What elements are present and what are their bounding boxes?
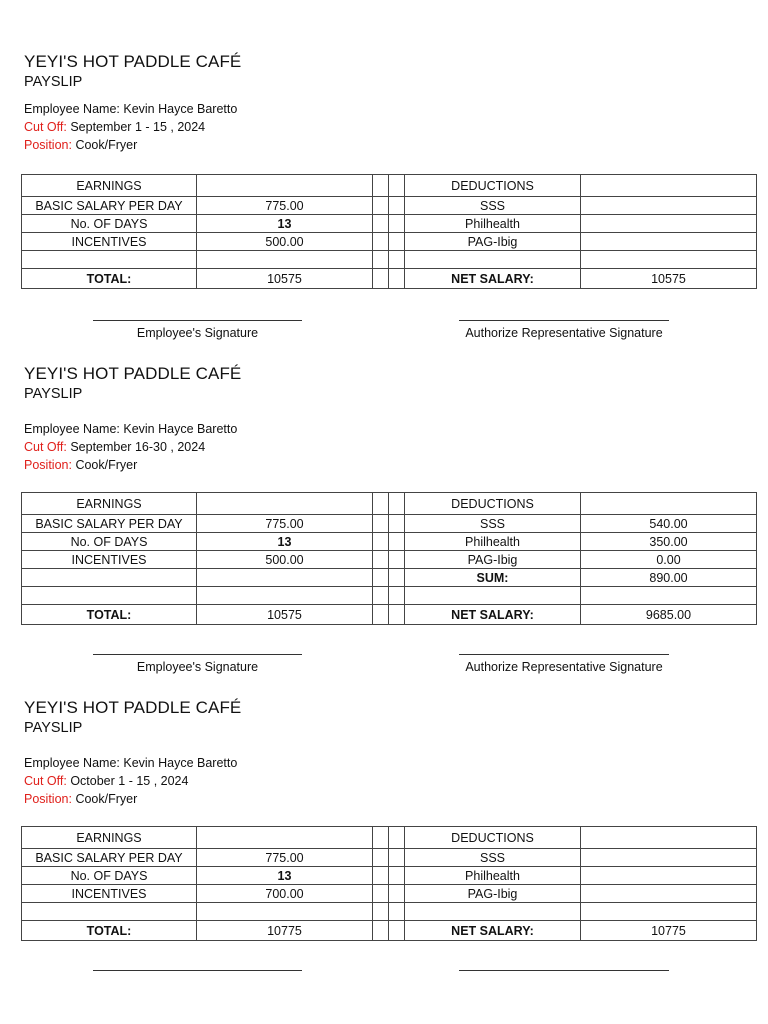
payslip-table [21, 174, 757, 289]
employee-name-line [24, 422, 237, 436]
deduction-label: PAG-Ibig [405, 233, 581, 251]
deduction-label [405, 903, 581, 921]
employee-name-value: Kevin Hayce Baretto [123, 422, 238, 436]
total-value: 10775 [197, 921, 373, 941]
employee-signature-line [93, 320, 302, 321]
deduction-value [581, 251, 757, 269]
employee-name-label: Employee Name: [24, 756, 120, 770]
deduction-label: Philhealth [405, 533, 581, 551]
deduction-label: SSS [405, 197, 581, 215]
earning-label [22, 587, 197, 605]
table-row [22, 197, 757, 215]
employee-name-line [24, 102, 237, 116]
company-name: YEYI'S HOT PADDLE CAFÉ [24, 52, 242, 71]
deduction-sum-value: 890.00 [581, 569, 757, 587]
deduction-label: SSS [405, 849, 581, 867]
representative-signature-label: Authorize Representative Signature [465, 326, 663, 340]
position-value: Cook/Fryer [75, 458, 138, 472]
earnings-header: EARNINGS [22, 493, 197, 515]
cutoff-label: Cut Off: [24, 774, 67, 788]
earning-value [197, 251, 373, 269]
table-row [22, 551, 757, 569]
cutoff-value: September 16-30 , 2024 [70, 440, 206, 454]
total-label: TOTAL: [22, 921, 197, 941]
company-name: YEYI'S HOT PADDLE CAFÉ [24, 698, 242, 717]
net-salary-value: 9685.00 [581, 605, 757, 625]
position-line [24, 458, 137, 472]
deduction-label: Philhealth [405, 867, 581, 885]
net-salary-label: NET SALARY: [405, 921, 581, 941]
earning-label: INCENTIVES [22, 885, 197, 903]
earning-label [22, 251, 197, 269]
position-label: Position: [24, 138, 72, 152]
earnings-header: EARNINGS [22, 827, 197, 849]
position-value: Cook/Fryer [75, 138, 138, 152]
table-total-row [22, 921, 757, 941]
earning-value [197, 587, 373, 605]
deduction-value [581, 885, 757, 903]
earning-value: 500.00 [197, 233, 373, 251]
deduction-value: 350.00 [581, 533, 757, 551]
deduction-value: 0.00 [581, 551, 757, 569]
position-value: Cook/Fryer [75, 792, 138, 806]
position-label: Position: [24, 458, 72, 472]
earning-value: 775.00 [197, 849, 373, 867]
earning-label: No. OF DAYS [22, 215, 197, 233]
total-value: 10575 [197, 605, 373, 625]
table-header-row [22, 827, 757, 849]
deduction-value [581, 587, 757, 605]
cutoff-line [24, 120, 205, 134]
position-line [24, 138, 137, 152]
table-total-row [22, 605, 757, 625]
earning-value [197, 903, 373, 921]
earning-value: 13 [197, 215, 373, 233]
deduction-sum-label: SUM: [405, 569, 581, 587]
table-row [22, 867, 757, 885]
earning-value: 775.00 [197, 197, 373, 215]
employee-signature-line [93, 654, 302, 655]
total-value: 10575 [197, 269, 373, 289]
net-salary-value: 10775 [581, 921, 757, 941]
table-header-row [22, 493, 757, 515]
table-header-row [22, 175, 757, 197]
table-row [22, 515, 757, 533]
earning-label: INCENTIVES [22, 551, 197, 569]
deduction-label: PAG-Ibig [405, 885, 581, 903]
table-row [22, 251, 757, 269]
cutoff-line [24, 440, 205, 454]
cutoff-value: October 1 - 15 , 2024 [70, 774, 189, 788]
table-row [22, 215, 757, 233]
earning-value [197, 569, 373, 587]
total-label: TOTAL: [22, 269, 197, 289]
employee-name-line [24, 756, 237, 770]
deduction-value [581, 197, 757, 215]
employee-name-value: Kevin Hayce Baretto [123, 756, 238, 770]
deduction-label [405, 251, 581, 269]
earning-label [22, 569, 197, 587]
deduction-value [581, 233, 757, 251]
cutoff-line [24, 774, 188, 788]
deduction-label [405, 587, 581, 605]
document-type: PAYSLIP [24, 720, 83, 736]
net-salary-label: NET SALARY: [405, 269, 581, 289]
table-row [22, 569, 757, 587]
deductions-header: DEDUCTIONS [405, 175, 581, 197]
employee-signature-label: Employee's Signature [136, 326, 259, 340]
document-type: PAYSLIP [24, 386, 83, 402]
position-label: Position: [24, 792, 72, 806]
employee-signature-label: Employee's Signature [136, 660, 259, 674]
earning-label: BASIC SALARY PER DAY [22, 849, 197, 867]
net-salary-value: 10575 [581, 269, 757, 289]
cutoff-label: Cut Off: [24, 120, 67, 134]
employee-signature-line [93, 970, 302, 971]
deduction-value: 540.00 [581, 515, 757, 533]
earnings-header: EARNINGS [22, 175, 197, 197]
position-line [24, 792, 137, 806]
earning-label: BASIC SALARY PER DAY [22, 515, 197, 533]
earning-label [22, 903, 197, 921]
net-salary-label: NET SALARY: [405, 605, 581, 625]
deduction-value [581, 215, 757, 233]
earning-value: 700.00 [197, 885, 373, 903]
document-type: PAYSLIP [24, 74, 83, 90]
representative-signature-label: Authorize Representative Signature [465, 660, 663, 674]
earning-label: No. OF DAYS [22, 533, 197, 551]
total-label: TOTAL: [22, 605, 197, 625]
employee-name-value: Kevin Hayce Baretto [123, 102, 238, 116]
earning-value: 13 [197, 867, 373, 885]
deduction-value [581, 903, 757, 921]
earning-value: 775.00 [197, 515, 373, 533]
table-row [22, 233, 757, 251]
representative-signature-line [459, 654, 669, 655]
deduction-label: Philhealth [405, 215, 581, 233]
table-row [22, 587, 757, 605]
representative-signature-line [459, 320, 669, 321]
cutoff-label: Cut Off: [24, 440, 67, 454]
company-name: YEYI'S HOT PADDLE CAFÉ [24, 364, 242, 383]
deduction-label: SSS [405, 515, 581, 533]
representative-signature-line [459, 970, 669, 971]
table-row [22, 903, 757, 921]
table-total-row [22, 269, 757, 289]
earning-label: INCENTIVES [22, 233, 197, 251]
earning-label: BASIC SALARY PER DAY [22, 197, 197, 215]
table-row [22, 849, 757, 867]
earning-label: No. OF DAYS [22, 867, 197, 885]
deductions-header: DEDUCTIONS [405, 827, 581, 849]
deduction-value [581, 867, 757, 885]
cutoff-value: September 1 - 15 , 2024 [70, 120, 206, 134]
deduction-label: PAG-Ibig [405, 551, 581, 569]
deduction-value [581, 849, 757, 867]
payslip-table [21, 492, 757, 625]
employee-name-label: Employee Name: [24, 102, 120, 116]
earning-value: 13 [197, 533, 373, 551]
table-row [22, 533, 757, 551]
payslip-table [21, 826, 757, 941]
deductions-header: DEDUCTIONS [405, 493, 581, 515]
table-row [22, 885, 757, 903]
earning-value: 500.00 [197, 551, 373, 569]
employee-name-label: Employee Name: [24, 422, 120, 436]
